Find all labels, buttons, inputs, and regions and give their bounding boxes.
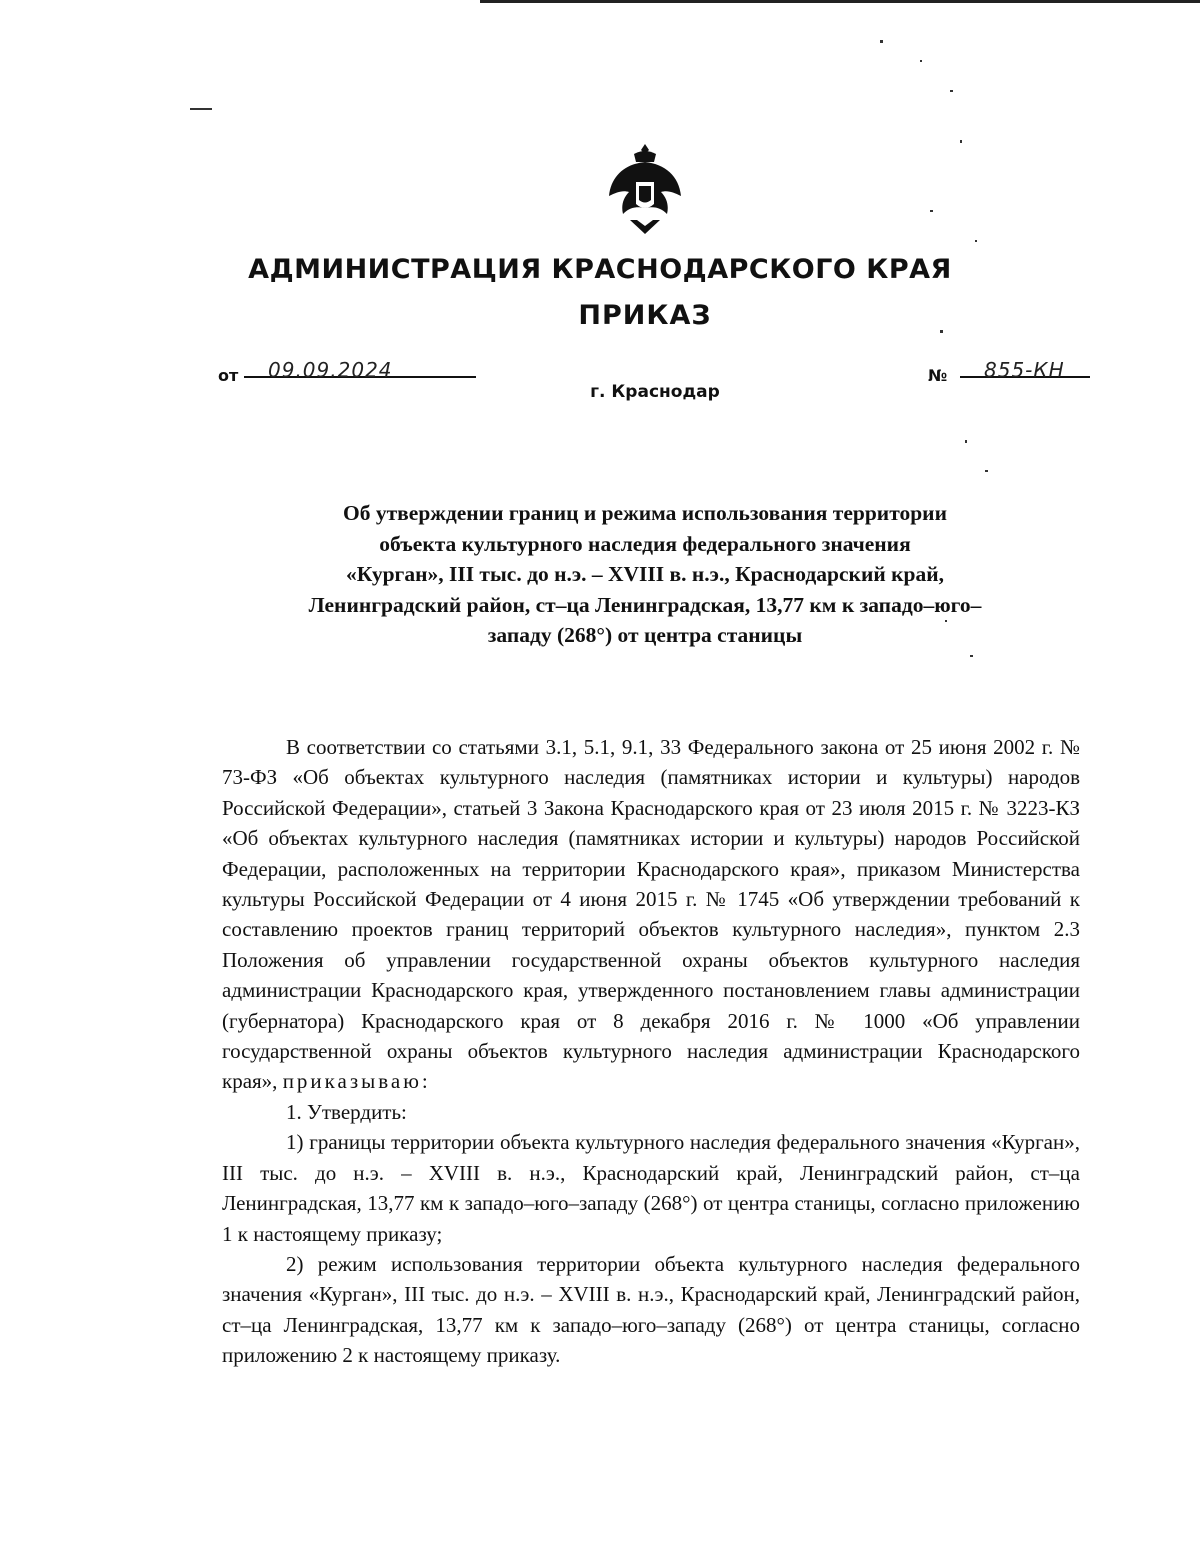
scan-edge-line	[480, 0, 1200, 3]
date-label: от	[218, 366, 239, 385]
preamble-paragraph	[222, 732, 1080, 1097]
title-line: «Курган», III тыс. до н.э. – XVIII в. н.э., Краснодарский край,	[346, 562, 944, 586]
number-value: 855-КН	[984, 358, 1065, 382]
title-line: Ленинградский район, ст–ца Ленинградская, 13,77 км к западо–юго–	[308, 592, 982, 617]
item-1-1: 1) границы территории объекта культурного наследия федерального значения «Курган», III тыс. до н.э. – XVIII в. н.э., Краснодарский край, Ленинградский район, ст–ца Ленинградская, 13,77 км к западо–юго–западу (268°) от центра станицы, согласно приложению 1 к настоящему приказу;	[222, 1130, 1080, 1246]
item-1-2: 2) режим использования территории объекта культурного наследия федерального значения «Курган», III тыс. до н.э. – XVIII в. н.э., Краснодарский край, Ленинградский район, ст–ца Ленинградская, 13,77 км к западо–юго–западу (268°) от центра станицы, согласно приложению 2 к настоящему приказу.	[222, 1251, 1080, 1368]
document-title	[240, 498, 1050, 651]
document-body	[222, 732, 1080, 1371]
organization-name: АДМИНИСТРАЦИЯ КРАСНОДАРСКОГО КРАЯ	[248, 254, 952, 285]
item-1: 1. Утвердить:	[286, 1099, 407, 1124]
number-label: №	[928, 366, 948, 385]
date-value: 09.09.2024	[268, 358, 393, 382]
title-line: объекта культурного наследия федерального значения	[379, 531, 911, 556]
order-word: приказываю:	[282, 1069, 431, 1094]
title-line: Об утверждении границ и режима использования территории	[343, 501, 947, 525]
coat-of-arms-icon	[606, 142, 684, 238]
preamble-text: В соответствии со статьями 3.1, 5.1, 9.1, 33 Федерального закона от 25 июня 2002 г. № 73-ФЗ «Об объектах культурного наследия (памятниках истории и культуры) народов Российской Федерации», статьей 3 Закона Краснодарского края от 23 июля 2015 г. № 3223-КЗ «Об объектах культурного наследия (памятниках истории и культуры) народов Российской Федерации, расположенных на территории Краснодарского края», приказом Министерства культуры Российской Федерации от 4 июня 2015 г. № 1745 «Об утверждении требований к составлению проектов границ территорий объектов культурного наследия», пунктом 2.3 Положения об управлении государственной охраны объектов культурного наследия администрации Краснодарского края, утвержденного постановлением главы администрации (губернатора) Краснодарского края от 8 декабря 2016 г. № 1000 «Об управлении государственной охраны объектов культурного наследия администрации Краснодарского края»,	[222, 735, 1080, 1094]
city: г. Краснодар	[590, 382, 720, 402]
document-meta	[0, 358, 1200, 402]
title-line: западу (268°) от центра станицы	[487, 623, 803, 647]
document-type: ПРИКАЗ	[578, 300, 712, 331]
